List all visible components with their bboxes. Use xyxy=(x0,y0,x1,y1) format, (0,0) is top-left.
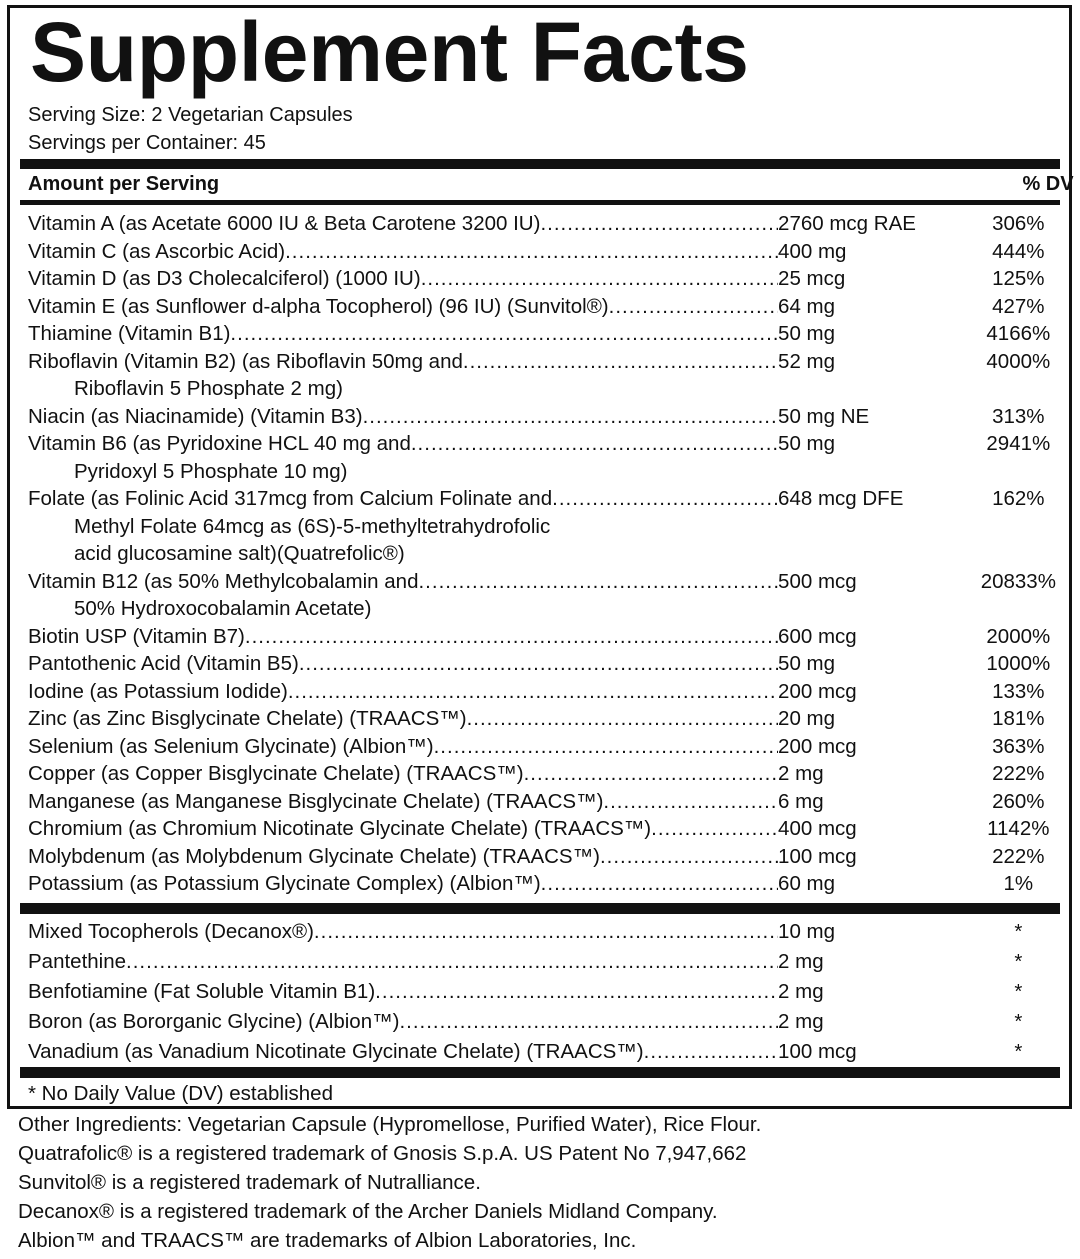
amount: 6 mg xyxy=(778,789,824,813)
dot-leader xyxy=(651,815,778,843)
name-text: Boron (as Bororganic Glycine) (Albion™) xyxy=(28,1010,400,1033)
nutrient-name xyxy=(28,293,778,321)
daily-value: 444% xyxy=(992,239,1045,263)
row-line xyxy=(28,403,1058,431)
nutrient-row xyxy=(28,1007,1058,1037)
row-line xyxy=(28,293,1058,321)
dot-leader xyxy=(524,760,778,788)
nutrient-name xyxy=(28,760,778,788)
name-text: Manganese (as Manganese Bisglycinate Chelate) (TRAACS™) xyxy=(28,789,604,813)
dot-leader xyxy=(552,485,778,513)
nutrient-name xyxy=(28,870,778,898)
amount: 2 mg xyxy=(778,980,824,1003)
thick-divider xyxy=(20,903,1060,914)
nutrient-name xyxy=(28,513,830,541)
amount: 60 mg xyxy=(778,872,836,895)
daily-value: 427% xyxy=(992,294,1045,318)
nutrient-row xyxy=(28,733,1058,761)
name-text: Selenium (as Selenium Glycinate) (Albion™) xyxy=(28,734,434,758)
nutrient-name xyxy=(28,733,778,761)
amount: 50 mg NE xyxy=(778,404,870,428)
nutrient-row xyxy=(28,977,1058,1007)
nutrient-name xyxy=(28,485,778,513)
name-text: Vitamin C (as Ascorbic Acid) xyxy=(28,239,286,263)
nutrient-name xyxy=(28,403,778,431)
daily-value: 162% xyxy=(992,487,1045,510)
daily-value: * xyxy=(1014,1040,1023,1063)
nutrient-name xyxy=(28,977,778,1007)
amount: 64 mg xyxy=(778,294,836,318)
daily-value: 4166% xyxy=(986,322,1051,345)
nutrient-row xyxy=(28,485,1058,568)
dot-leader xyxy=(644,1037,778,1067)
amount: 400 mcg xyxy=(778,817,857,840)
nutrient-row xyxy=(28,760,1058,788)
name-text: Thiamine (Vitamin B1) xyxy=(28,322,231,345)
nutrient-row xyxy=(28,815,1058,843)
other-info xyxy=(18,1110,761,1255)
dot-leader xyxy=(467,705,778,733)
name-text: Methyl Folate 64mcg as (6S)-5-methyltetrahydrofolic xyxy=(74,514,551,538)
row-line xyxy=(28,513,1058,541)
name-text: Mixed Tocopherols (Decanox®) xyxy=(28,920,314,943)
amount: 50 mg xyxy=(778,432,836,455)
amount: 500 mcg xyxy=(778,569,857,593)
supplement-facts-panel xyxy=(7,5,1072,1109)
nutrient-row xyxy=(28,705,1058,733)
nutrient-name xyxy=(28,210,778,238)
daily-value: * xyxy=(1014,950,1023,973)
name-text: Pyridoxyl 5 Phosphate 10 mg) xyxy=(74,459,348,483)
nutrient-row xyxy=(28,210,1058,238)
nutrient-name xyxy=(28,238,778,266)
dot-leader xyxy=(418,568,778,596)
nutrient-name xyxy=(28,815,778,843)
row-line xyxy=(28,458,1058,486)
amount: 200 mcg xyxy=(778,734,857,758)
name-text: acid glucosamine salt)(Quatrefolic®) xyxy=(74,542,405,565)
nutrient-row xyxy=(28,1037,1058,1067)
name-text: Benfotiamine (Fat Soluble Vitamin B1) xyxy=(28,980,376,1003)
name-text: 50% Hydroxocobalamin Acetate) xyxy=(74,597,372,620)
row-line xyxy=(28,348,1058,376)
name-text: Vitamin B12 (as 50% Methylcobalamin and xyxy=(28,569,419,593)
dot-leader xyxy=(314,917,778,947)
name-text: Folate (as Folinic Acid 317mcg from Calcium Folinate and xyxy=(28,487,553,510)
amount: 20 mg xyxy=(778,707,836,730)
nutrient-name xyxy=(28,568,778,596)
nutrient-name xyxy=(28,430,778,458)
nutrient-name xyxy=(28,1037,778,1067)
daily-value: 363% xyxy=(992,734,1045,758)
dot-leader xyxy=(363,403,778,431)
name-text: Vanadium (as Vanadium Nicotinate Glycinate Chelate) (TRAACS™) xyxy=(28,1040,644,1063)
amount: 100 mcg xyxy=(778,844,857,868)
daily-value: 4000% xyxy=(986,349,1051,373)
thick-divider xyxy=(20,1067,1060,1078)
daily-value: 20833% xyxy=(980,569,1056,593)
row-line xyxy=(28,788,1058,816)
amount-header: Amount per Serving xyxy=(28,173,220,195)
row-line xyxy=(28,733,1058,761)
dot-leader xyxy=(285,238,778,266)
amount: 50 mg xyxy=(778,652,836,675)
nutrient-name xyxy=(28,947,778,977)
footnote: * No Daily Value (DV) established xyxy=(28,1082,333,1105)
amount: 2 mg xyxy=(778,1010,824,1033)
other-info-line: Albion™ and TRAACS™ are trademarks of Albion Laboratories, Inc. xyxy=(18,1229,637,1252)
dot-leader xyxy=(399,1007,778,1037)
daily-value: 222% xyxy=(992,844,1045,868)
daily-value: 125% xyxy=(992,267,1045,290)
amount: 400 mg xyxy=(778,239,847,263)
amount: 600 mcg xyxy=(778,624,857,648)
row-line xyxy=(28,870,1058,898)
nutrient-name xyxy=(28,650,778,678)
row-line xyxy=(28,375,1058,403)
nutrient-name xyxy=(28,540,830,568)
daily-value: 260% xyxy=(992,789,1045,813)
nutrient-row xyxy=(28,870,1058,898)
amount: 50 mg xyxy=(778,322,836,345)
daily-value: 1142% xyxy=(987,817,1050,840)
dot-leader xyxy=(421,265,778,293)
name-text: Pantothenic Acid (Vitamin B5) xyxy=(28,652,299,675)
nutrient-row xyxy=(28,568,1058,623)
name-text: Vitamin D (as D3 Cholecalciferol) (1000 IU) xyxy=(28,267,421,290)
thick-divider xyxy=(20,159,1060,169)
daily-value: 181% xyxy=(992,707,1045,730)
amount: 25 mcg xyxy=(778,267,846,290)
nutrient-name xyxy=(28,678,778,706)
daily-value: 1000% xyxy=(986,652,1051,675)
dot-leader xyxy=(230,320,778,348)
nutrient-row xyxy=(28,623,1058,651)
amount: 10 mg xyxy=(778,920,836,943)
amount: 648 mcg DFE xyxy=(778,487,904,510)
row-line xyxy=(28,265,1058,293)
nutrient-name xyxy=(28,375,830,403)
name-text: Pantethine xyxy=(28,950,127,973)
row-line xyxy=(28,843,1058,871)
nutrient-row xyxy=(28,403,1058,431)
nutrient-row xyxy=(28,265,1058,293)
nutrient-row xyxy=(28,348,1058,403)
nutrient-name xyxy=(28,265,778,293)
row-line xyxy=(28,485,1058,513)
dot-leader xyxy=(288,678,778,706)
nutrient-row xyxy=(28,238,1058,266)
daily-value: 2941% xyxy=(986,432,1051,455)
daily-value: * xyxy=(1014,1010,1023,1033)
dot-leader xyxy=(245,623,778,651)
name-text: Vitamin B6 (as Pyridoxine HCL 40 mg and xyxy=(28,432,411,455)
nutrient-row xyxy=(28,320,1058,348)
row-line xyxy=(28,540,1058,568)
serving-size: Serving Size: 2 Vegetarian Capsules xyxy=(28,104,353,126)
other-info-line: Quatrafolic® is a registered trademark of Gnosis S.p.A. US Patent No 7,947,662 xyxy=(18,1142,747,1165)
dot-leader xyxy=(411,430,778,458)
daily-value: 313% xyxy=(992,404,1045,428)
row-line xyxy=(28,760,1058,788)
row-line xyxy=(28,705,1058,733)
daily-value: 306% xyxy=(992,212,1045,235)
nutrient-name xyxy=(28,788,778,816)
header-divider xyxy=(20,200,1060,205)
dot-leader xyxy=(375,977,778,1007)
daily-value: 1% xyxy=(1003,872,1034,895)
row-line xyxy=(28,1007,1058,1037)
row-line xyxy=(28,238,1058,266)
name-text: Molybdenum (as Molybdenum Glycinate Chelate) (TRAACS™) xyxy=(28,844,600,868)
nutrient-name xyxy=(28,843,778,871)
other-ingredient-list xyxy=(28,917,1058,1067)
daily-value: 2000% xyxy=(986,624,1051,648)
daily-value: * xyxy=(1014,920,1023,943)
row-line xyxy=(28,977,1058,1007)
row-line xyxy=(28,210,1058,238)
name-text: Biotin USP (Vitamin B7) xyxy=(28,624,245,648)
dot-leader xyxy=(600,843,778,871)
servings-per-container: Servings per Container: 45 xyxy=(28,132,266,154)
row-line xyxy=(28,650,1058,678)
amount: 2 mg xyxy=(778,950,824,973)
name-text: Chromium (as Chromium Nicotinate Glycinate Chelate) (TRAACS™) xyxy=(28,817,652,840)
nutrient-name xyxy=(28,320,778,348)
nutrient-name xyxy=(28,595,830,623)
dv-header: % DV xyxy=(1022,173,1074,195)
name-text: Vitamin E (as Sunflower d-alpha Tocopherol) (96 IU) (Sunvitol®) xyxy=(28,294,609,318)
amount: 100 mcg xyxy=(778,1040,857,1063)
dot-leader xyxy=(603,788,778,816)
row-line xyxy=(28,947,1058,977)
nutrient-name xyxy=(28,458,830,486)
name-text: Riboflavin (Vitamin B2) (as Riboflavin 50mg and xyxy=(28,349,463,373)
dot-leader xyxy=(541,870,778,898)
amount: 2760 mcg RAE xyxy=(778,212,916,235)
other-info-line: Other Ingredients: Vegetarian Capsule (Hypromellose, Purified Water), Rice Flour. xyxy=(18,1113,762,1136)
nutrient-row xyxy=(28,293,1058,321)
row-line xyxy=(28,320,1058,348)
dot-leader xyxy=(434,733,778,761)
row-line xyxy=(28,595,1058,623)
nutrient-row xyxy=(28,788,1058,816)
nutrient-row xyxy=(28,650,1058,678)
table-header xyxy=(28,171,1074,198)
name-text: Copper (as Copper Bisglycinate Chelate) (TRAACS™) xyxy=(28,762,524,785)
name-text: Zinc (as Zinc Bisglycinate Chelate) (TRAACS™) xyxy=(28,707,467,730)
amount: 2 mg xyxy=(778,762,824,785)
nutrient-name xyxy=(28,705,778,733)
dot-leader xyxy=(540,210,778,238)
nutrient-list xyxy=(28,210,1058,898)
amount: 52 mg xyxy=(778,349,836,373)
name-text: Riboflavin 5 Phosphate 2 mg) xyxy=(74,377,343,400)
nutrient-name xyxy=(28,348,778,376)
row-line xyxy=(28,1037,1058,1067)
daily-value: * xyxy=(1014,980,1023,1003)
daily-value: 133% xyxy=(992,679,1045,703)
name-text: Potassium (as Potassium Glycinate Complex) (Albion™) xyxy=(28,872,541,895)
panel-title: Supplement Facts xyxy=(30,5,749,99)
row-line xyxy=(28,623,1058,651)
dot-leader xyxy=(126,947,778,977)
daily-value: 222% xyxy=(992,762,1045,785)
name-text: Vitamin A (as Acetate 6000 IU & Beta Carotene 3200 IU) xyxy=(28,212,541,235)
name-text: Niacin (as Niacinamide) (Vitamin B3) xyxy=(28,404,363,428)
name-text: Iodine (as Potassium Iodide) xyxy=(28,679,288,703)
other-info-line: Decanox® is a registered trademark of the Archer Daniels Midland Company. xyxy=(18,1200,718,1223)
nutrient-name xyxy=(28,1007,778,1037)
nutrient-row xyxy=(28,843,1058,871)
nutrient-name xyxy=(28,917,778,947)
dot-leader xyxy=(463,348,778,376)
dot-leader xyxy=(299,650,778,678)
amount: 200 mcg xyxy=(778,679,857,703)
nutrient-row xyxy=(28,678,1058,706)
nutrient-row xyxy=(28,430,1058,485)
nutrient-row xyxy=(28,947,1058,977)
row-line xyxy=(28,678,1058,706)
dot-leader xyxy=(609,293,778,321)
other-info-line: Sunvitol® is a registered trademark of Nutralliance. xyxy=(18,1171,481,1194)
row-line xyxy=(28,815,1058,843)
row-line xyxy=(28,917,1058,947)
nutrient-row xyxy=(28,917,1058,947)
row-line xyxy=(28,430,1058,458)
nutrient-name xyxy=(28,623,778,651)
row-line xyxy=(28,568,1058,596)
